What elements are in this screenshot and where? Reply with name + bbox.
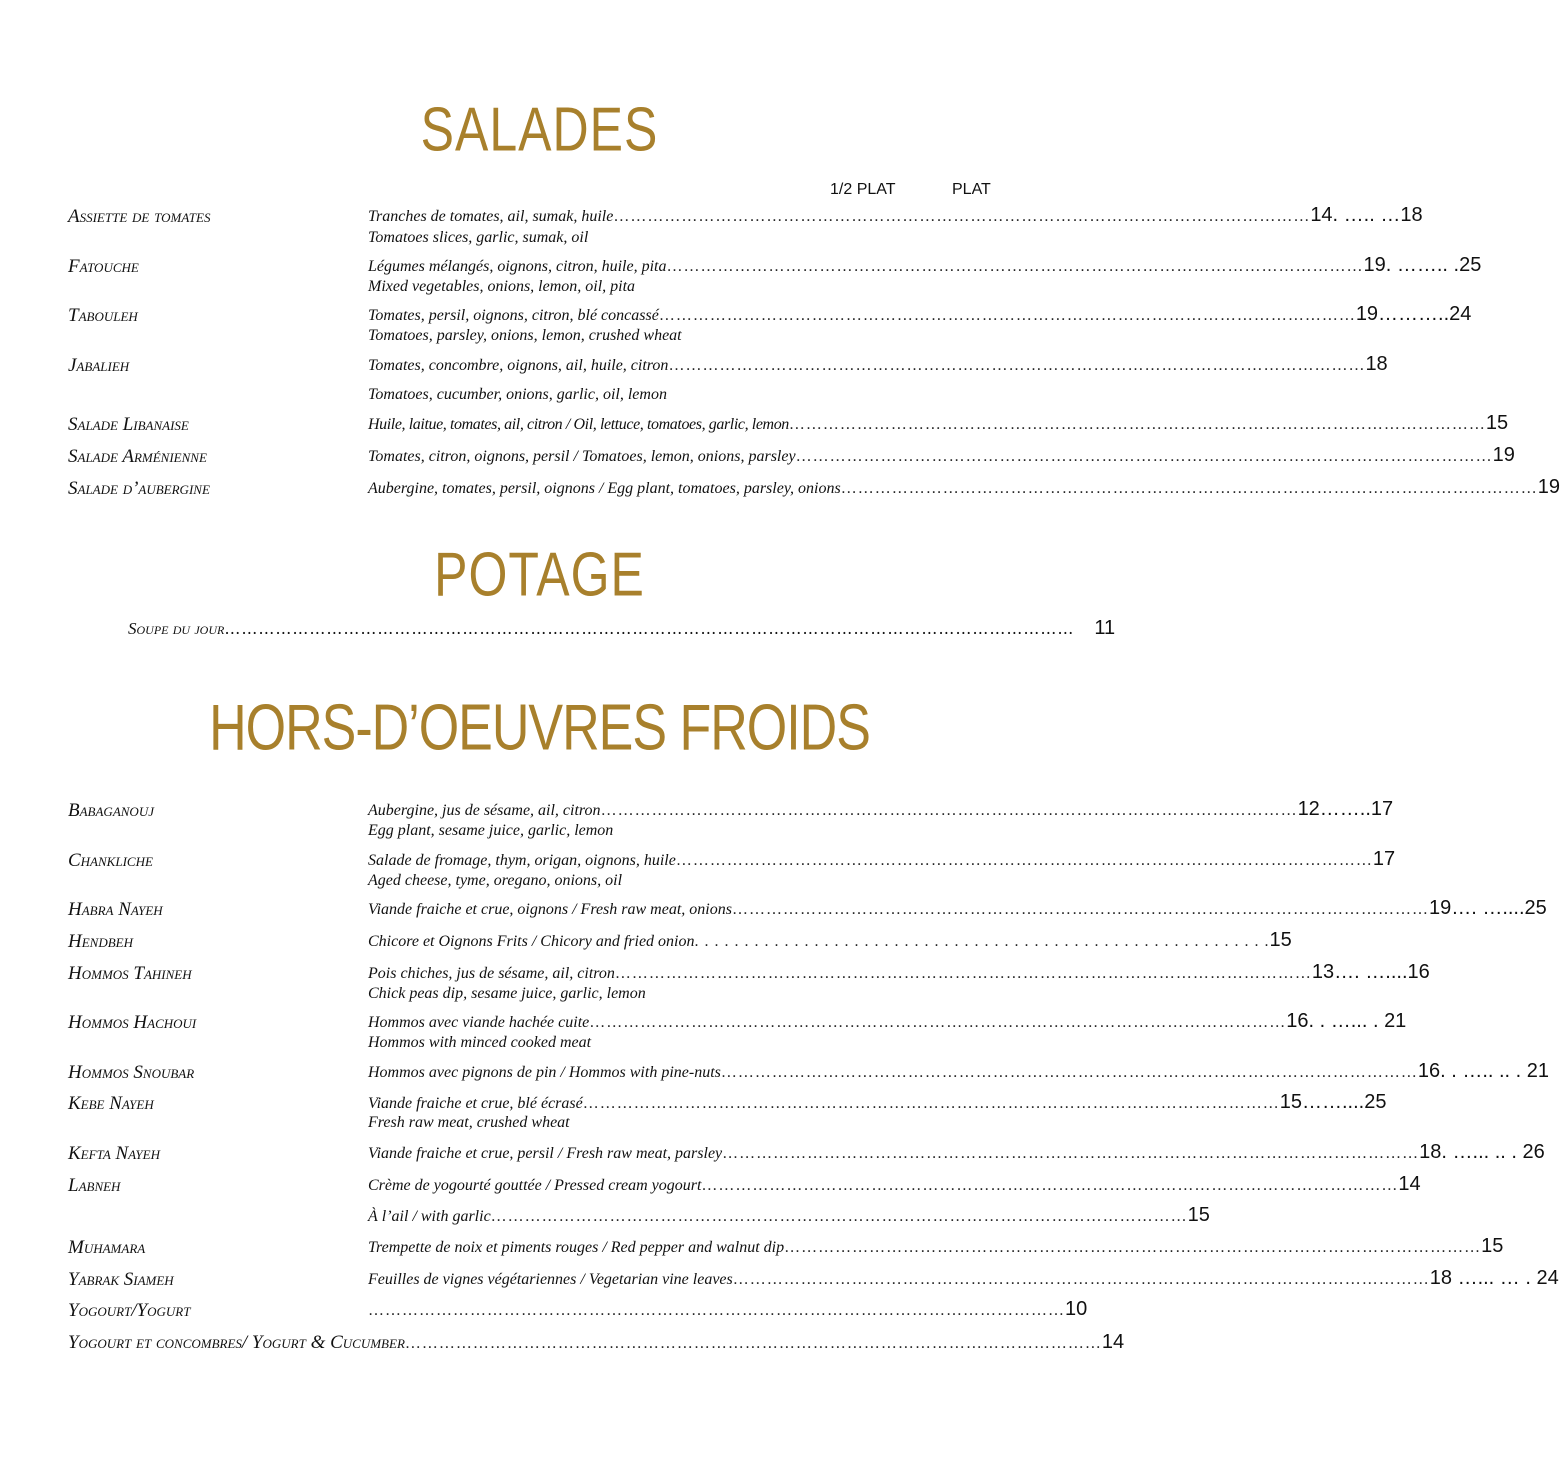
menu-item-line	[368, 444, 1515, 467]
leader-dots: ……………………………………………………………………………………………………………	[490, 1208, 1188, 1225]
menu-item-line	[68, 1331, 1125, 1354]
menu-item-price: 19…. …....25	[1428, 897, 1547, 919]
menu-item-description: Tranches de tomates, ail, sumak, huile	[368, 208, 614, 225]
menu-item-description: Hommos avec pignons de pin / Hommos with pine-nuts	[368, 1064, 721, 1081]
leader-dots: ……………………………………………………………………………………………………………	[600, 802, 1298, 819]
menu-item-description: Chicore et Oignons Frits / Chicory and fried onion	[368, 933, 695, 950]
menu-item-price: 15……....25	[1279, 1091, 1387, 1113]
menu-item-price: 19	[1537, 476, 1560, 498]
menu-item-price: 19. …….. .25	[1363, 254, 1482, 276]
menu-item-line	[368, 204, 1423, 227]
leader-dots: ……………………………………………………………………………………………………………………………………	[224, 619, 1075, 638]
leader-dots: ……………………………………………………………………………………………………………	[720, 1064, 1418, 1081]
menu-item-description: Viande fraiche et crue, persil / Fresh raw meat, parsley	[368, 1145, 723, 1162]
leader-dots: ……………………………………………………………………………………………………………	[784, 1239, 1482, 1256]
menu-item-description: Aubergine, jus de sésame, ail, citron	[368, 802, 601, 819]
menu-item-description: Légumes mélangés, oignons, citron, huile, pita	[368, 258, 667, 275]
menu-item-translation: Mixed vegetables, onions, lemon, oil, pita	[368, 278, 636, 295]
menu-item-description: Viande fraiche et crue, oignons / Fresh raw meat, onions	[368, 901, 732, 918]
leader-dots: ……………………………………………………………………………………………………………	[795, 448, 1493, 465]
menu-item-price: 14	[1101, 1331, 1125, 1353]
menu-item-line	[368, 1267, 1559, 1290]
menu-item-price: 15	[1485, 412, 1509, 434]
leader-dots: ……………………………………………………………………………………………………………	[368, 1302, 1065, 1319]
menu-item-name: Salade Arménienne	[68, 446, 207, 467]
menu-item-price: 15	[1187, 1204, 1210, 1226]
menu-item-name: Fatouche	[68, 256, 139, 277]
menu-item-name: Chankliche	[68, 850, 153, 871]
menu-item-line	[368, 848, 1396, 871]
menu-item-description: Tomates, persil, oignons, citron, blé concassé	[368, 307, 659, 324]
menu-item-name: Hommos Hachoui	[68, 1012, 197, 1033]
menu-item-description: Feuilles de vignes végétariennes / Vegetarian vine leaves	[368, 1271, 733, 1288]
menu-item-description: Hommos avec viande hachée cuite	[368, 1014, 590, 1031]
menu-item-name: Jabalieh	[68, 355, 130, 376]
menu-item-price: 12……..17	[1297, 798, 1394, 820]
menu-item-name: Yogourt et concombres/ Yogurt & Cucumber	[68, 1332, 405, 1353]
menu-item-price: 19	[1492, 444, 1515, 466]
menu-item-name: Habra Nayeh	[68, 899, 163, 920]
menu-item-line	[368, 303, 1472, 326]
menu-item-name: Hommos Snoubar	[68, 1062, 195, 1083]
half-plate-header: 1/2 PLAT	[830, 181, 896, 198]
menu-item-price: 10	[1065, 1298, 1088, 1320]
menu-item-line	[368, 1060, 1550, 1083]
menu-item-translation: Tomatoes, parsley, onions, lemon, crushed wheat	[368, 327, 682, 344]
salades-heading: SALADES	[420, 94, 659, 164]
hors-doeuvres-heading: HORS-D’OEUVRES FROIDS	[209, 691, 870, 765]
menu-item-line	[368, 1235, 1504, 1258]
menu-item-name: Yabrak Siameh	[68, 1269, 174, 1290]
leader-dots: ……………………………………………………………………………………………………………	[404, 1335, 1102, 1352]
menu-item-line	[368, 1204, 1210, 1227]
leader-dots: ……………………………………………………………………………………………………………	[675, 852, 1373, 869]
menu-item-line	[368, 476, 1560, 499]
menu-item-name: Salade d’aubergine	[68, 478, 210, 499]
menu-item-name: Yogourt/Yogurt	[68, 1300, 191, 1321]
menu-item-name: Kefta Nayeh	[68, 1143, 160, 1164]
soupe-line	[128, 617, 1116, 640]
leader-dots: ……………………………………………………………………………………………………………	[840, 480, 1538, 497]
potage-heading: POTAGE	[434, 539, 645, 609]
menu-item-description: Crème de yogourté gouttée / Pressed cream yogourt	[368, 1177, 702, 1194]
leader-dots: ……………………………………………………………………………………………………………	[614, 965, 1312, 982]
menu-item-name: Kebe Nayeh	[68, 1093, 154, 1114]
menu-item-price: 16. . ….. .. . 21	[1417, 1060, 1550, 1082]
menu-item-line	[368, 1091, 1387, 1114]
menu-item-translation: Tomatoes slices, garlic, sumak, oil	[368, 229, 589, 246]
menu-item-line	[368, 412, 1509, 435]
menu-item-price: 19………..24	[1355, 303, 1472, 325]
menu-item-line	[368, 897, 1547, 920]
menu-item-name: Muhamara	[68, 1237, 146, 1258]
menu-item-description: Viande fraiche et crue, blé écrasé	[368, 1095, 583, 1112]
menu-item-description: Trempette de noix et piments rouges / Red pepper and walnut dip	[368, 1239, 785, 1256]
menu-item-price: 14. ….. …18	[1310, 204, 1423, 226]
menu-item-description: Tomates, concombre, oignons, ail, huile, citron	[368, 357, 669, 374]
menu-item-line	[368, 929, 1292, 952]
leader-dots: ……………………………………………………………………………………………………………	[613, 208, 1311, 225]
soupe-name: Soupe du jour	[128, 619, 225, 638]
menu-item-line	[368, 1141, 1545, 1164]
menu-item-translation: Egg plant, sesame juice, garlic, lemon	[368, 822, 614, 839]
leader-dots: ……………………………………………………………………………………………………………	[666, 258, 1364, 275]
menu-item-name: Hendbeh	[68, 931, 133, 952]
menu-item-translation: Fresh raw meat, crushed wheat	[368, 1114, 570, 1131]
menu-item-price: 18. …... .. . 26	[1419, 1141, 1545, 1163]
menu-item-price: 17	[1372, 848, 1396, 870]
leader-dots: ……………………………………………………………………………………………………………	[701, 1177, 1399, 1194]
menu-item-description: À l’ail / with garlic	[368, 1208, 491, 1225]
menu-item-price: 18 …... … . 24	[1429, 1267, 1559, 1289]
leader-dots: ……………………………………………………………………………………………………………	[788, 416, 1486, 433]
leader-dots: ……………………………………………………………………………………………………………	[582, 1095, 1280, 1112]
menu-item-name: Babaganouj	[68, 800, 154, 821]
menu-item-translation: Aged cheese, tyme, oregano, onions, oil	[368, 872, 623, 889]
leader-dots: ……………………………………………………………………………………………………………	[668, 357, 1366, 374]
menu-item-description: Tomates, citron, oignons, persil / Tomatoes, lemon, onions, parsley	[368, 448, 796, 465]
menu-item-translation: Tomatoes, cucumber, onions, garlic, oil, lemon	[368, 386, 667, 403]
soupe-price: 11	[1094, 617, 1116, 639]
menu-item-description: Aubergine, tomates, persil, oignons / Egg plant, tomatoes, parsley, onions	[368, 480, 841, 497]
menu-item-description: Salade de fromage, thym, origan, oignons, huile	[368, 852, 676, 869]
leader-dots: ……………………………………………………………………………………………………………	[658, 307, 1356, 324]
full-plate-header: PLAT	[952, 181, 991, 198]
leader-dots: ……………………………………………………………………………………………………………	[589, 1014, 1287, 1031]
menu-item-name: Assiette de tomates	[68, 206, 211, 227]
menu-item-price: 14	[1398, 1173, 1421, 1195]
menu-item-price: 15	[1481, 1235, 1504, 1257]
menu-item-translation: Hommos with minced cooked meat	[368, 1034, 592, 1051]
leader-dots: . . . . . . . . . . . . . . . . . . . . . . . . . . . . . . . . . . . . . . . . . . . . . . . . . . . . . . . . . .	[694, 933, 1270, 950]
menu-item-description: Huile, laitue, tomates, ail, citron / Oil, lettuce, tomatoes, garlic, lemon	[368, 416, 789, 433]
menu-item-line	[368, 798, 1394, 821]
leader-dots: ……………………………………………………………………………………………………………	[732, 1271, 1430, 1288]
menu-item-line	[368, 1010, 1407, 1033]
menu-item-name: Tabouleh	[68, 305, 138, 326]
menu-item-name: Salade Libanaise	[68, 414, 189, 435]
menu-item-name: Hommos Tahineh	[68, 963, 192, 984]
menu-item-price: 13…. …....16	[1311, 961, 1430, 983]
leader-dots: ……………………………………………………………………………………………………………	[731, 901, 1429, 918]
menu-item-translation: Chick peas dip, sesame juice, garlic, lemon	[368, 985, 646, 1002]
leader-dots: ……………………………………………………………………………………………………………	[722, 1145, 1420, 1162]
menu-item-name: Labneh	[68, 1175, 121, 1196]
menu-item-line	[368, 353, 1388, 376]
menu-item-price: 15	[1269, 929, 1292, 951]
menu-item-price: 18	[1365, 353, 1388, 375]
menu-item-description: Pois chiches, jus de sésame, ail, citron	[368, 965, 615, 982]
menu-item-line	[368, 254, 1482, 277]
menu-item-line	[368, 961, 1430, 984]
menu-item-price: 16. . …... . 21	[1286, 1010, 1407, 1032]
menu-item-line	[368, 1298, 1088, 1321]
menu-item-line	[368, 1173, 1421, 1196]
